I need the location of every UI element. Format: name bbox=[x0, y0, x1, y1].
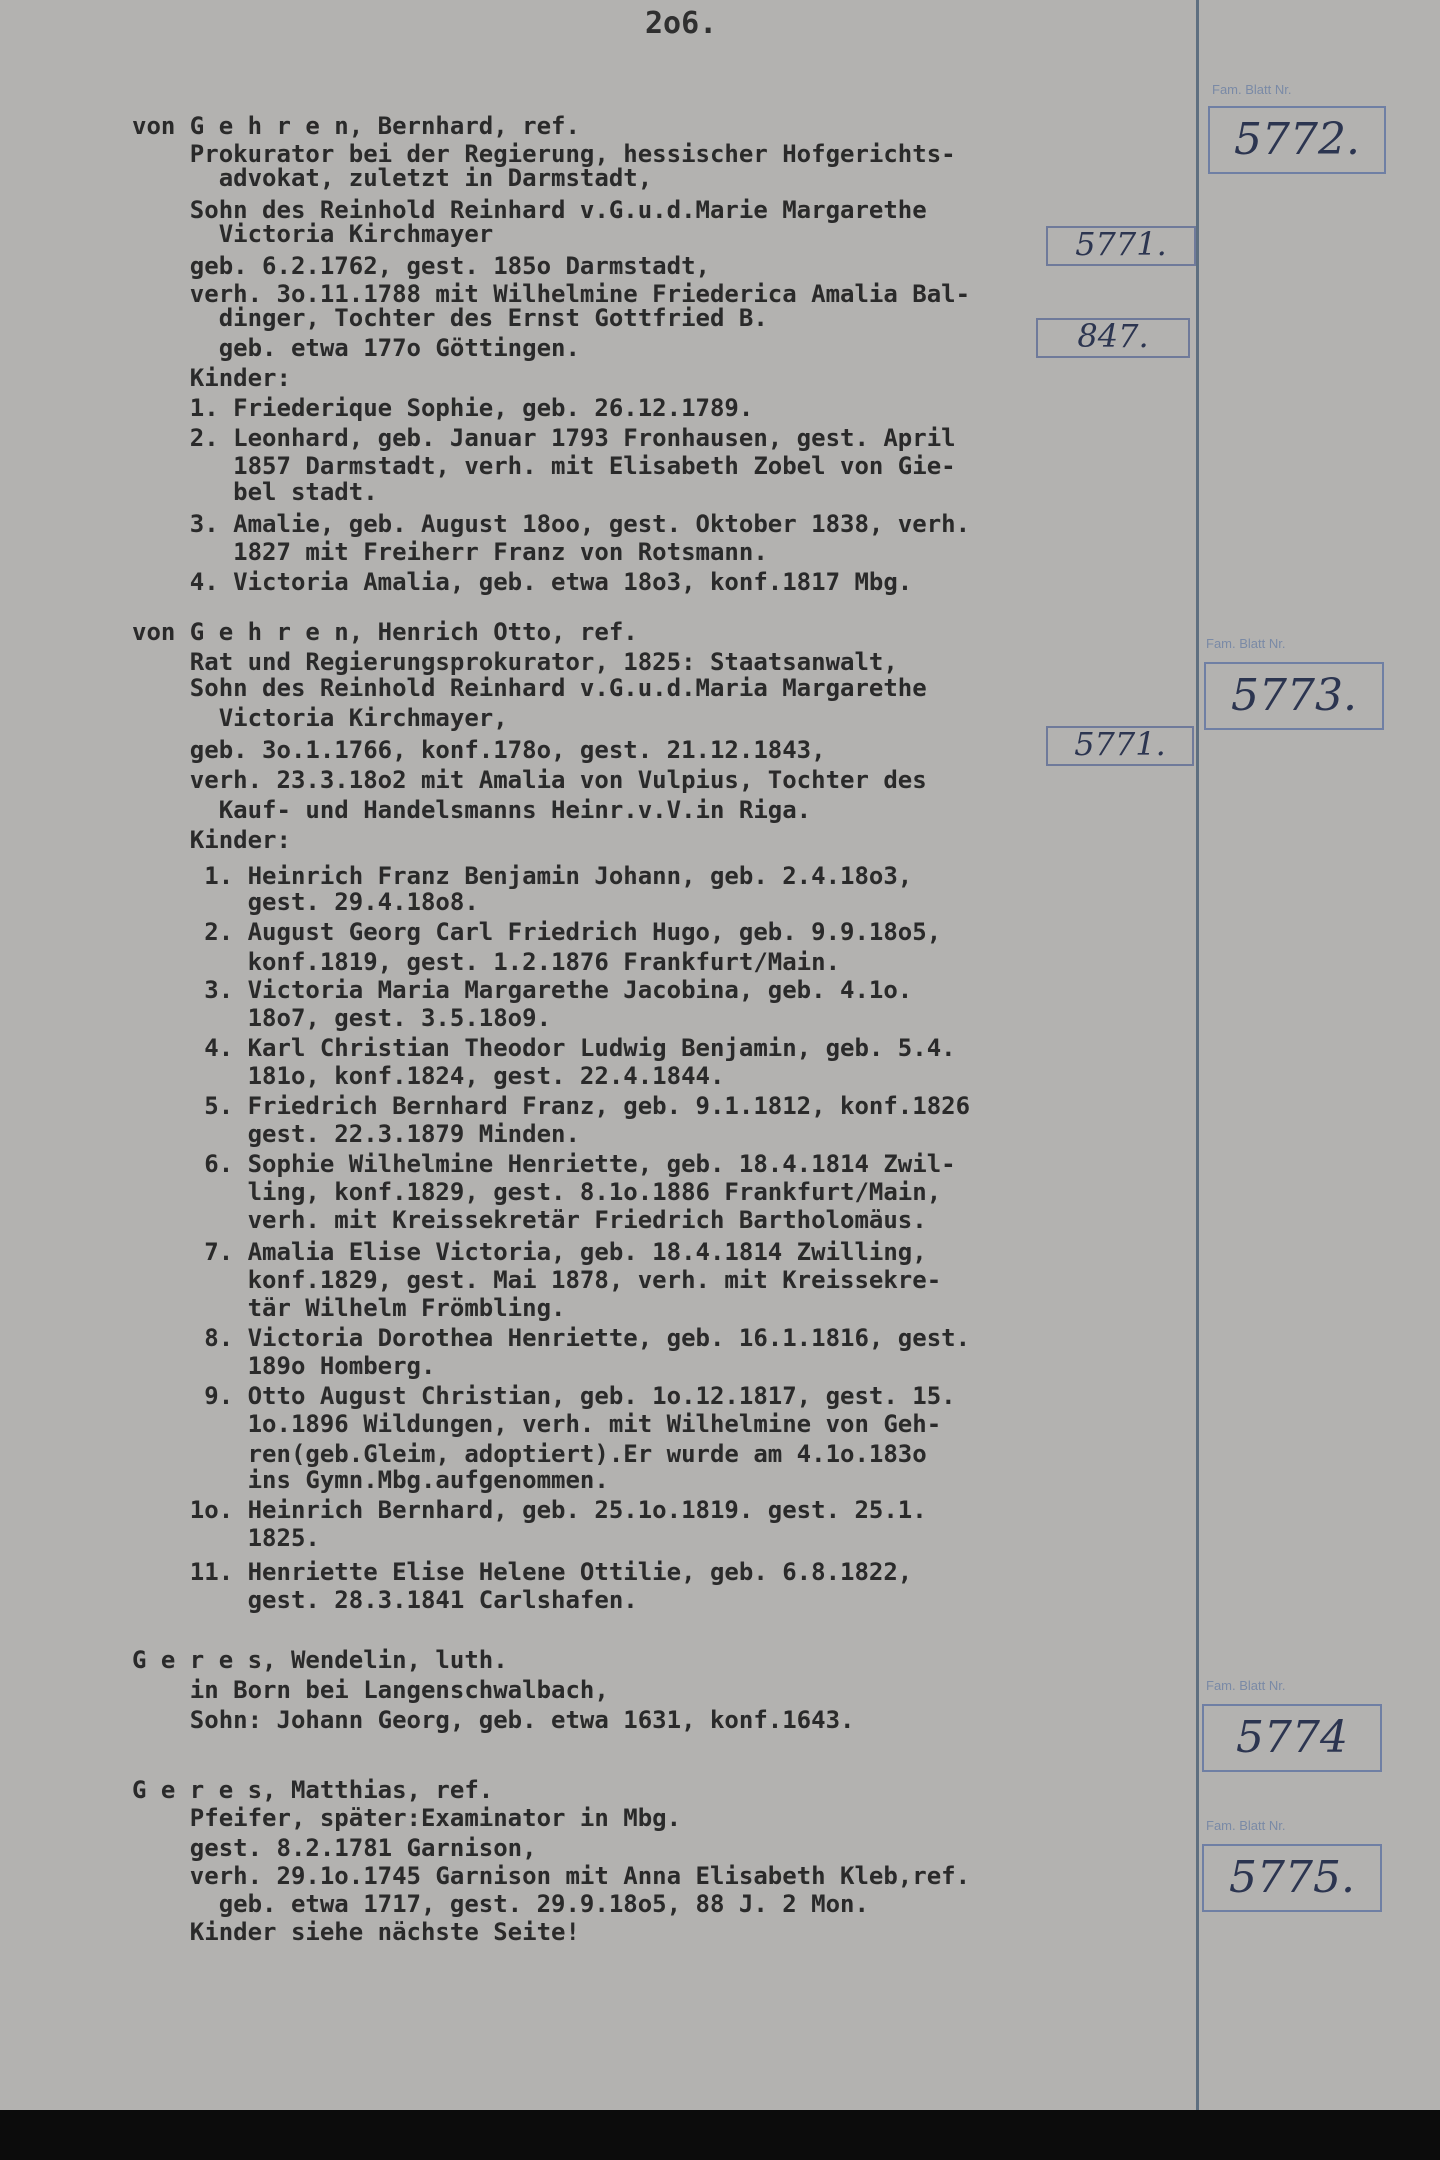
text-line: 1o. Heinrich Bernhard, geb. 25.1o.1819. gest. 25.1. bbox=[132, 1496, 927, 1524]
text-line: dinger, Tochter des Ernst Gottfried B. bbox=[132, 304, 768, 332]
page-number: 2o6. bbox=[645, 6, 718, 41]
text-line: 5. Friedrich Bernhard Franz, geb. 9.1.1812, konf.1826 bbox=[132, 1092, 971, 1120]
cross-reference-box: 5771. bbox=[1046, 726, 1194, 766]
text-line: Sohn des Reinhold Reinhard v.G.u.d.Maria Margarethe bbox=[132, 674, 927, 702]
text-line: geb. etwa 1717, gest. 29.9.18o5, 88 J. 2 Mon. bbox=[132, 1890, 869, 1918]
scan-bottom-edge bbox=[0, 2110, 1440, 2160]
family-sheet-label: Fam. Blatt Nr. bbox=[1206, 1678, 1286, 1693]
family-sheet-label: Fam. Blatt Nr. bbox=[1206, 1818, 1286, 1833]
text-line: Victoria Kirchmayer, bbox=[132, 704, 508, 732]
text-line: Prokurator bei der Regierung, hessischer Hofgerichts- bbox=[132, 140, 956, 168]
text-line: 9. Otto August Christian, geb. 1o.12.1817, gest. 15. bbox=[132, 1382, 956, 1410]
text-line: 2. Leonhard, geb. Januar 1793 Fronhausen, gest. April bbox=[132, 424, 956, 452]
text-line: G e r e s, Wendelin, luth. bbox=[132, 1646, 508, 1674]
text-line: gest. 8.2.1781 Garnison, bbox=[132, 1834, 537, 1862]
text-line: verh. mit Kreissekretär Friedrich Bartholomäus. bbox=[132, 1206, 927, 1234]
text-line: von G e h r e n, Bernhard, ref. bbox=[132, 112, 580, 140]
family-sheet-number-box: 5775. bbox=[1202, 1844, 1382, 1912]
text-line: 7. Amalia Elise Victoria, geb. 18.4.1814 Zwilling, bbox=[132, 1238, 927, 1266]
text-line: 8. Victoria Dorothea Henriette, geb. 16.1.1816, gest. bbox=[132, 1324, 971, 1352]
text-line: 18o7, gest. 3.5.18o9. bbox=[132, 1004, 552, 1032]
text-line: 189o Homberg. bbox=[132, 1352, 436, 1380]
text-line: gest. 28.3.1841 Carlshafen. bbox=[132, 1586, 638, 1614]
text-line: bel stadt. bbox=[132, 478, 378, 506]
text-line: geb. etwa 177o Göttingen. bbox=[132, 334, 580, 362]
text-line: 4. Karl Christian Theodor Ludwig Benjamin, geb. 5.4. bbox=[132, 1034, 956, 1062]
text-line: advokat, zuletzt in Darmstadt, bbox=[132, 164, 653, 192]
text-line: 1. Heinrich Franz Benjamin Johann, geb. 2.4.18o3, bbox=[132, 862, 913, 890]
text-line: 4. Victoria Amalia, geb. etwa 18o3, konf.1817 Mbg. bbox=[132, 568, 913, 596]
family-sheet-number-box: 5774 bbox=[1202, 1704, 1382, 1772]
text-line: 181o, konf.1824, gest. 22.4.1844. bbox=[132, 1062, 725, 1090]
text-line: gest. 22.3.1879 Minden. bbox=[132, 1120, 580, 1148]
text-line: gest. 29.4.18o8. bbox=[132, 888, 479, 916]
text-line: Rat und Regierungsprokurator, 1825: Staatsanwalt, bbox=[132, 648, 898, 676]
text-line: 6. Sophie Wilhelmine Henriette, geb. 18.4.1814 Zwil- bbox=[132, 1150, 956, 1178]
text-line: in Born bei Langenschwalbach, bbox=[132, 1676, 609, 1704]
text-line: ins Gymn.Mbg.aufgenommen. bbox=[132, 1466, 609, 1494]
text-line: ling, konf.1829, gest. 8.1o.1886 Frankfurt/Main, bbox=[132, 1178, 942, 1206]
cross-reference-box: 847. bbox=[1036, 318, 1190, 358]
text-line: verh. 23.3.18o2 mit Amalia von Vulpius, Tochter des bbox=[132, 766, 927, 794]
text-line: 3. Victoria Maria Margarethe Jacobina, geb. 4.1o. bbox=[132, 976, 913, 1004]
text-line: G e r e s, Matthias, ref. bbox=[132, 1776, 494, 1804]
cross-reference-box: 5771. bbox=[1046, 226, 1196, 266]
text-line: Victoria Kirchmayer bbox=[132, 220, 494, 248]
family-sheet-label: Fam. Blatt Nr. bbox=[1212, 82, 1292, 97]
text-line: 2. August Georg Carl Friedrich Hugo, geb. 9.9.18o5, bbox=[132, 918, 942, 946]
text-line: 3. Amalie, geb. August 18oo, gest. Oktober 1838, verh. bbox=[132, 510, 971, 538]
text-line: konf.1829, gest. Mai 1878, verh. mit Kreissekre- bbox=[132, 1266, 942, 1294]
text-line: 1o.1896 Wildungen, verh. mit Wilhelmine von Geh- bbox=[132, 1410, 942, 1438]
text-line: Sohn: Johann Georg, geb. etwa 1631, konf.1643. bbox=[132, 1706, 855, 1734]
text-line: 11. Henriette Elise Helene Ottilie, geb. 6.8.1822, bbox=[132, 1558, 913, 1586]
text-line: von G e h r e n, Henrich Otto, ref. bbox=[132, 618, 638, 646]
text-line: 1. Friederique Sophie, geb. 26.12.1789. bbox=[132, 394, 754, 422]
text-line: Pfeifer, später:Examinator in Mbg. bbox=[132, 1804, 682, 1832]
text-line: verh. 3o.11.1788 mit Wilhelmine Friederica Amalia Bal- bbox=[132, 280, 971, 308]
text-line: geb. 3o.1.1766, konf.178o, gest. 21.12.1843, bbox=[132, 736, 826, 764]
family-sheet-label: Fam. Blatt Nr. bbox=[1206, 636, 1286, 651]
text-line: Kauf- und Handelsmanns Heinr.v.V.in Riga. bbox=[132, 796, 812, 824]
text-line: ren(geb.Gleim, adoptiert).Er wurde am 4.1o.183o bbox=[132, 1440, 927, 1468]
family-sheet-number-box: 5772. bbox=[1208, 106, 1386, 174]
text-line: 1857 Darmstadt, verh. mit Elisabeth Zobel von Gie- bbox=[132, 452, 956, 480]
text-line: Sohn des Reinhold Reinhard v.G.u.d.Marie Margarethe bbox=[132, 196, 927, 224]
text-line: verh. 29.1o.1745 Garnison mit Anna Elisabeth Kleb,ref. bbox=[132, 1862, 971, 1890]
text-line: Kinder: bbox=[132, 826, 291, 854]
text-line: 1827 mit Freiherr Franz von Rotsmann. bbox=[132, 538, 768, 566]
family-sheet-number-box: 5773. bbox=[1204, 662, 1384, 730]
text-line: konf.1819, gest. 1.2.1876 Frankfurt/Main. bbox=[132, 948, 841, 976]
margin-rule bbox=[1196, 0, 1199, 2110]
text-line: Kinder siehe nächste Seite! bbox=[132, 1918, 580, 1946]
text-line: Kinder: bbox=[132, 364, 291, 392]
text-line: geb. 6.2.1762, gest. 185o Darmstadt, bbox=[132, 252, 710, 280]
text-line: 1825. bbox=[132, 1524, 320, 1552]
text-line: tär Wilhelm Frömbling. bbox=[132, 1294, 566, 1322]
